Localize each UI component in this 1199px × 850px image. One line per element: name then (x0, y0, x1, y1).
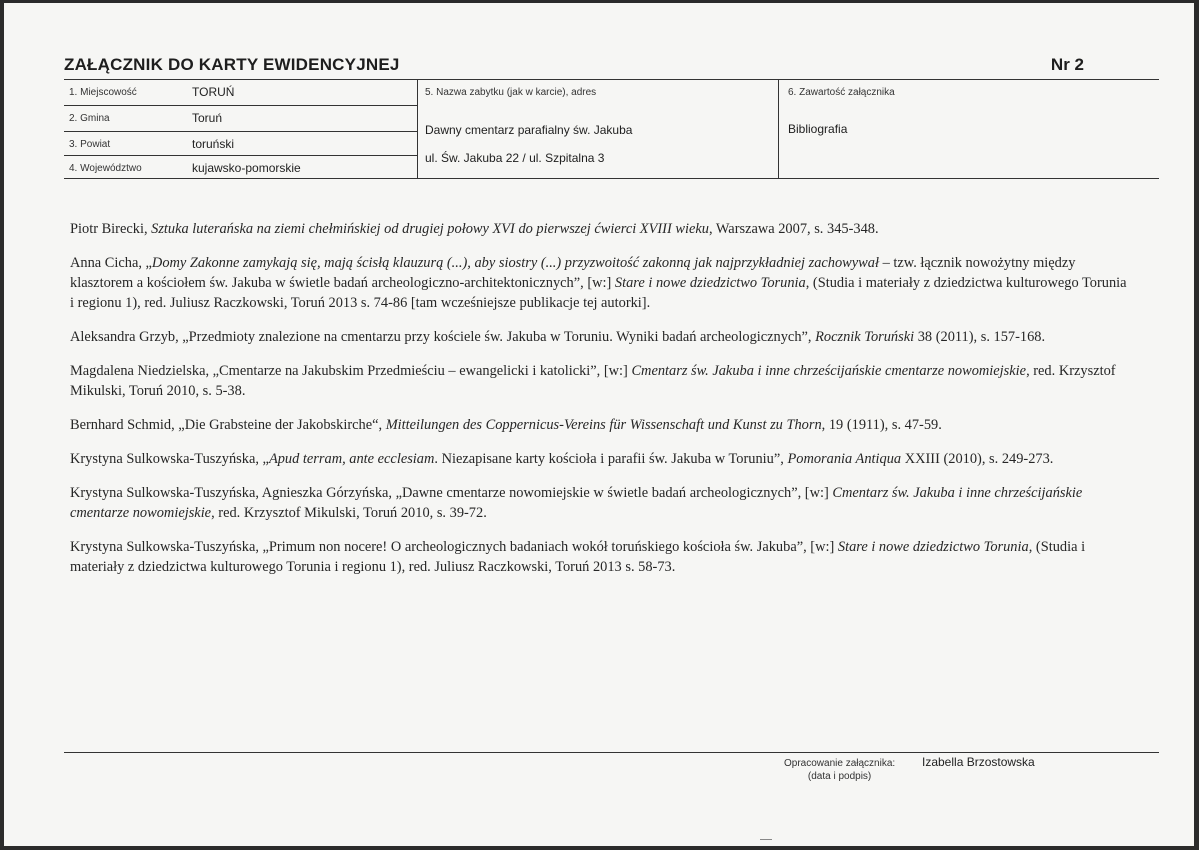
entry-author: Krystyna Sulkowska-Tuszyńska, Agnieszka Górzyńska, „Dawne cmentarze nowomiejskie w świetle badań archeologicznych”, [w:] (70, 485, 833, 501)
entry-author: Anna Cicha, „ (70, 255, 152, 271)
preparer-name: Izabella Brzostowska (922, 755, 1035, 769)
contents-column (778, 80, 1159, 178)
entry-title: Sztuka luterańska na ziemi chełmińskiej od drugiej połowy XVI do pierwszej ćwierci XVIII wieku (151, 221, 709, 237)
voivodeship-value: kujawsko-pomorskie (192, 161, 301, 175)
entry-details: , (Studia i materiały z dziedzictwa kulturowego Torunia i regionu 1), red. Juliusz Raczkowski, Toruń 2013 s. 74-86 [tam wcześniejsze publikacje tej autorki]. (70, 275, 1127, 311)
entry-details: , (Studia i materiały z dziedzictwa kulturowego Torunia i regionu 1), red. Juliusz Raczkowski, Toruń 2013 s. 58-73. (70, 539, 1086, 575)
entry-title: Domy Zakonne zamykają się, mają ścisłą klauzurą (...), aby siostry (...) przyzwoitość zakonną jak najprzykładniej zachowywał (151, 255, 879, 271)
entry-source: Stare i nowe dziedzictwo Torunia (837, 539, 1029, 555)
entry-details: 38 (2011), s. 157-168. (914, 329, 1046, 345)
entry-author: Bernhard Schmid, „Die Grabsteine der Jakobskirche“, (70, 417, 386, 433)
bibliography-list (70, 219, 1130, 591)
bibliography-entry-sulkowska-2 (70, 483, 1130, 523)
form-row-county (64, 132, 417, 156)
entry-details: , red. Krzysztof Mikulski, Toruń 2010, s. 39-72. (211, 505, 487, 521)
commune-value: Toruń (192, 111, 223, 125)
location-column (64, 80, 417, 178)
entry-source: Cmentarz św. Jakuba i inne chrześcijańskie cmentarze nowomiejskie (631, 363, 1027, 379)
entry-source: Pomorania Antiqua (787, 451, 902, 467)
entry-source: Rocznik Toruński (815, 329, 915, 345)
document-sheet (4, 3, 1194, 846)
form-row-commune (64, 106, 417, 132)
bibliography-entry-sulkowska-1 (70, 449, 1130, 469)
entry-subtitle: – tzw. łącznik nowożytny między klasztorem a kościołem św. Jakuba w świetle badań archeologiczno-architektonicznych”, [w:] (70, 255, 1076, 291)
entry-details: , Warszawa 2007, s. 345-348. (708, 221, 879, 237)
locality-label: 1. Miejscowość (69, 87, 137, 98)
document-header (64, 55, 1159, 79)
entry-subtitle: . Niezapisane karty kościoła i parafii św. Jakuba w Toruniu”, (434, 451, 788, 467)
scan-mark (760, 839, 772, 840)
entry-details: XXIII (2010), s. 249-273. (901, 451, 1054, 467)
entry-source: Mitteilungen des Coppernicus-Vereins für Wissenschaft und Kunst zu Thorn (385, 417, 822, 433)
entry-author: Krystyna Sulkowska-Tuszyńska, „Primum non nocere! O archeologicznych badaniach wokół toruńskiego kościoła św. Jakuba”, [w:] (70, 539, 838, 555)
bibliography-entry-schmid (70, 415, 1130, 435)
county-value: toruński (192, 137, 235, 151)
form-row-voivodeship (64, 156, 417, 180)
entry-author: Krystyna Sulkowska-Tuszyńska, „ (70, 451, 269, 467)
entry-author: Piotr Birecki, (70, 221, 152, 237)
monument-label: 5. Nazwa zabytku (jak w karcie), adres (425, 87, 597, 98)
attachment-number: Nr 2 (1050, 55, 1084, 74)
commune-label: 2. Gmina (69, 113, 110, 124)
entry-details: , red. Krzysztof Mikulski, Toruń 2010, s. 5-38. (70, 363, 1116, 399)
bibliography-entry-birecki (70, 219, 1130, 239)
bibliography-entry-sulkowska-3 (70, 537, 1130, 577)
contents-label: 6. Zawartość załącznika (788, 87, 895, 98)
form-row-locality (64, 80, 417, 106)
monument-name: Dawny cmentarz parafialny św. Jakuba (425, 123, 633, 137)
entry-details: , 19 (1911), s. 47-59. (821, 417, 942, 433)
bibliography-entry-grzyb (70, 327, 1130, 347)
voivodeship-label: 4. Województwo (69, 163, 142, 174)
monument-address: ul. Św. Jakuba 22 / ul. Szpitalna 3 (425, 151, 605, 165)
bibliography-entry-niedzielska (70, 361, 1130, 401)
entry-source: Stare i nowe dziedzictwo Torunia (614, 275, 806, 291)
entry-author: Magdalena Niedzielska, „Cmentarze na Jakubskim Przedmieściu – ewangelicki i katolicki”, [w:] (70, 363, 632, 379)
date-signature-label: (data i podpis) (807, 771, 872, 782)
footer-divider (64, 752, 1159, 753)
entry-source: Cmentarz św. Jakuba i inne chrześcijańskie cmentarze nowomiejskie (70, 485, 1083, 521)
monument-column (417, 80, 778, 178)
locality-value: TORUŃ (192, 85, 235, 99)
footer-label (784, 757, 895, 783)
contents-value: Bibliografia (788, 122, 848, 136)
record-form-table (64, 79, 1159, 179)
bibliography-entry-cicha (70, 253, 1130, 313)
prepared-by-label: Opracowanie załącznika: (784, 758, 896, 769)
entry-title: Apud terram, ante ecclesiam (268, 451, 435, 467)
county-label: 3. Powiat (69, 139, 111, 150)
entry-author: Aleksandra Grzyb, „Przedmioty znalezione na cmentarzu przy kościele św. Jakuba w Toruniu. Wyniki badań archeologicznych”, (70, 329, 816, 345)
document-title: ZAŁĄCZNIK DO KARTY EWIDENCYJNEJ (64, 55, 400, 74)
